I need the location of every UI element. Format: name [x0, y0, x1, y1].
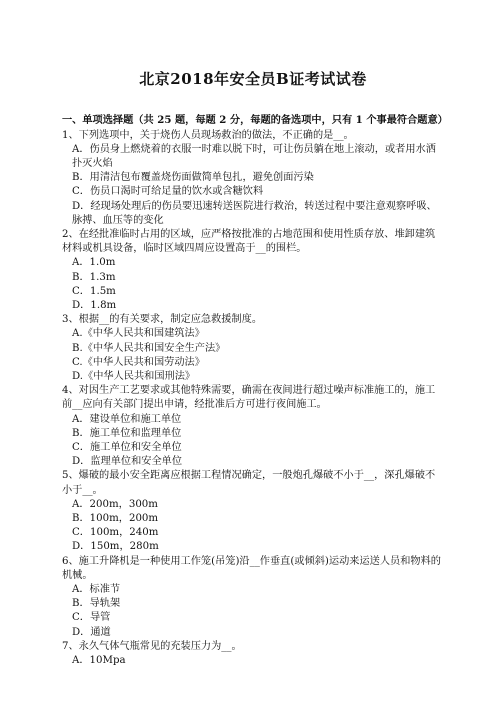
answer-option: A．建设单位和施工单位: [72, 413, 182, 425]
question-item: [62, 384, 444, 469]
answer-option: C．1.5m: [72, 285, 116, 297]
answer-option: D．1.8m: [72, 299, 117, 311]
document-title: 北京2018年安全员B证考试试卷: [139, 70, 367, 88]
answer-option: A．10Mpa: [72, 655, 126, 667]
answer-option: B．导轨架: [72, 598, 121, 610]
question-item: [62, 640, 444, 668]
answer-option: D．通道: [72, 626, 111, 638]
question-stem: 4、对因生产工艺要求或其他特殊需要，确需在夜间进行超过噪声标准施工的，施工前__应向有关部门提出申请，经批准后方可进行夜间施工。: [62, 385, 436, 411]
question-item: [62, 469, 444, 554]
question-stem: 7、永久气体气瓶常见的充装压力为__。: [62, 640, 242, 652]
question-stem: 3、根据__的有关要求，制定应急救援制度。: [62, 314, 263, 326]
answer-option: B．施工单位和监理单位: [72, 427, 182, 439]
question-list: [62, 129, 444, 669]
answer-option: C.《中华人民共和国劳动法》: [72, 356, 205, 368]
answer-option: D．150m，280m: [72, 541, 159, 553]
question-item: [62, 313, 444, 384]
answer-option: C．施工单位和安全单位: [72, 441, 182, 453]
answer-option: D．监理单位和安全单位: [72, 456, 183, 468]
question-stem: 2、在经批准临时占用的区域，应严格按批准的占地范围和使用性质存放、堆卸建筑材料或机具设备，临时区域四周应设置高于__的围栏。: [62, 228, 436, 255]
answer-option: D.《中华人民共和国刑法》: [72, 370, 196, 382]
question-stem: 6、施工升降机是一种使用工作笼(吊笼)沿__作垂直(或倾斜)运动来运送人员和物料的机械。: [62, 555, 441, 581]
question-item: [62, 129, 444, 228]
question-item: [62, 555, 444, 640]
question-stem: 1、下列选项中，关于烧伤人员现场救治的做法，不正确的是__。: [62, 129, 354, 141]
answer-option: A．1.0m: [72, 257, 116, 269]
answer-option: C．伤员口渴时可给足量的饮水或含糖饮料: [72, 186, 264, 198]
answer-option: B.《中华人民共和国安全生产法》: [72, 342, 226, 354]
question-stem: 5、爆破的最小安全距离应根据工程情况确定，一般炮孔爆破不小于__，深孔爆破不小于__。: [62, 470, 436, 496]
answer-option: A．200m，300m: [72, 498, 158, 510]
answer-option: B．100m，200m: [72, 512, 159, 524]
answer-option: A．标准节: [72, 584, 121, 595]
answer-option: C．100m，240m: [72, 527, 159, 539]
section-heading: 一、单项选择题（共 25 题，每题 2 分，每题的备选项中，只有 1 个事最符合题意）: [62, 114, 448, 126]
question-item: [62, 228, 444, 313]
answer-option: A．伤员身上燃烧着的衣服一时难以脱下时，可让伤员躺在地上滚动，或者用水洒扑灭火焰: [72, 143, 436, 169]
answer-option: B．1.3m: [72, 271, 116, 283]
answer-option: A.《中华人民共和国建筑法》: [72, 328, 205, 340]
answer-option: C．导管: [72, 612, 111, 624]
answer-option: B．用清洁包布覆盖烧伤面做简单包扎，避免创面污染: [72, 172, 314, 184]
answer-option: D．经现场处理后的伤员要迅速转送医院进行救治，转送过程中要注意观察呼吸、脉搏、血压等的变化: [72, 200, 437, 226]
